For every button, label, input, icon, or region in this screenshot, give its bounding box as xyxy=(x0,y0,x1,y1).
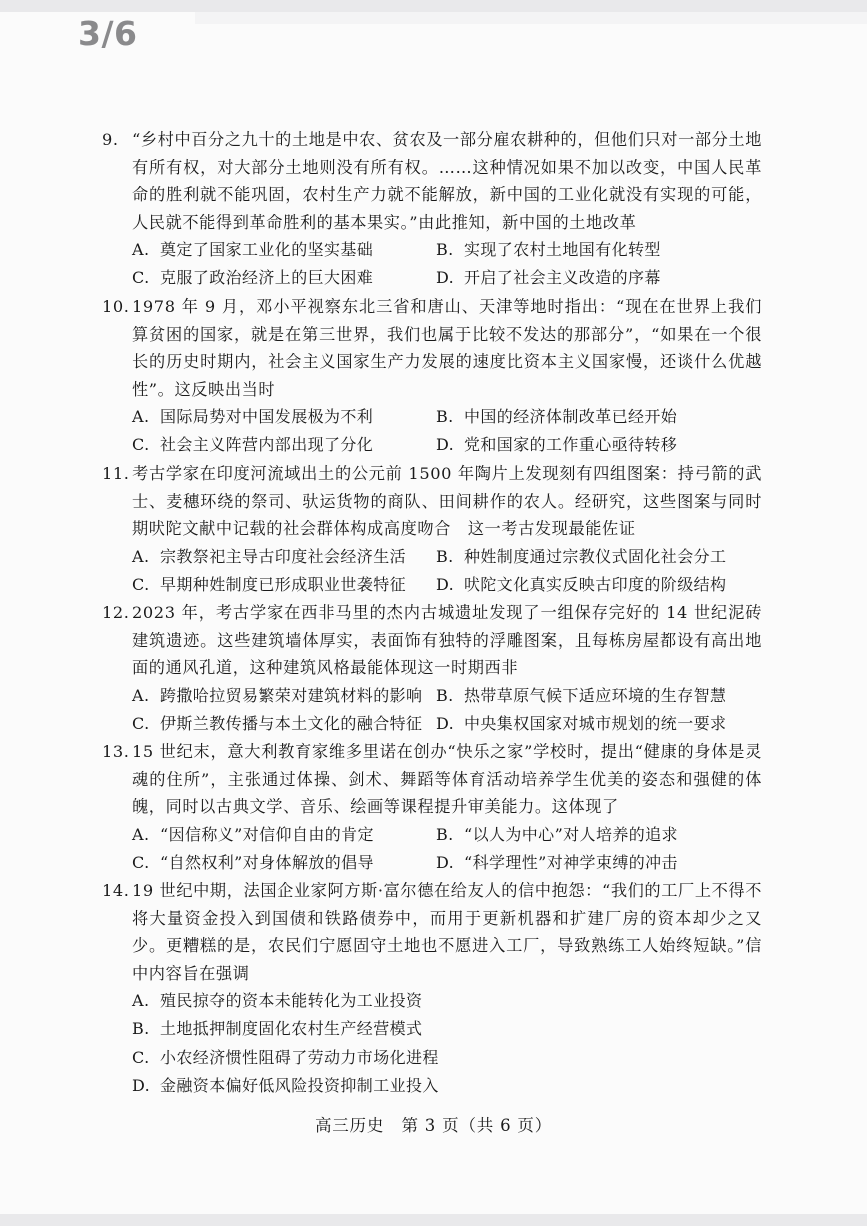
option-a[interactable]: A. 国际局势对中国发展极为不利 xyxy=(132,407,374,426)
option-d[interactable]: D. 党和国家的工作重心亟待转移 xyxy=(436,435,678,455)
option-a[interactable]: A. 殖民掠夺的资本未能转化为工业投资 xyxy=(132,991,423,1010)
question-13 xyxy=(102,738,762,877)
question-number: 10. xyxy=(102,297,130,316)
question-stem xyxy=(102,126,762,236)
options xyxy=(102,821,762,878)
question-stem xyxy=(102,877,762,987)
question-9 xyxy=(102,126,762,293)
option-b[interactable]: B. 热带草原气候下适应环境的生存智慧 xyxy=(436,685,727,705)
option-a[interactable]: A. 宗教祭祀主导古印度社会经济生活 xyxy=(132,546,407,566)
option-b[interactable]: B. 实现了农村土地国有化转型 xyxy=(436,240,661,259)
question-text: 考古学家在印度河流域出土的公元前 1500 年陶片上发现刻有四组图案：持弓箭的武士、麦穗环绕的祭司、驮运货物的商队、田间耕作的农人。经研究，这些图案与同时期吠陀文献中记载的社会群体构成高度吻合 这一考古发现最能佐证 xyxy=(132,464,762,538)
question-stem xyxy=(102,738,762,821)
option-d[interactable]: D. 吠陀文化真实反映古印度的阶级结构 xyxy=(436,574,727,594)
option-d[interactable]: D. 金融资本偏好低风险投资抑制工业投入 xyxy=(132,1076,439,1096)
question-stem xyxy=(102,599,762,682)
option-a[interactable]: A. 跨撒哈拉贸易繁荣对建筑材料的影响 xyxy=(132,685,423,705)
question-11 xyxy=(102,460,762,599)
question-number: 9. xyxy=(102,130,119,149)
option-c[interactable]: C. 小农经济惯性阻碍了劳动力市场化进程 xyxy=(132,1047,439,1067)
option-b[interactable]: B. “以人为中心”对人培养的追求 xyxy=(436,824,678,844)
page-edge-shadow xyxy=(195,12,867,24)
options xyxy=(102,236,762,293)
question-stem xyxy=(102,460,762,543)
page-counter: 3/6 xyxy=(78,14,138,53)
page-footer: 高三历史 第 3 页（共 6 页） xyxy=(314,1116,553,1135)
option-b[interactable]: B. 土地抵押制度固化农村生产经营模式 xyxy=(132,1019,423,1039)
options xyxy=(102,682,762,739)
option-d[interactable]: D. 中央集权国家对城市规划的统一要求 xyxy=(436,713,727,733)
question-number: 11. xyxy=(102,464,130,483)
question-text: 2023 年，考古学家在西非马里的杰内古城遗址发现了一组保存完好的 14 世纪泥砖建筑遗迹。这些建筑墙体厚实，表面饰有独特的浮雕图案，且每栋房屋都设有高出地面的通风孔道，这种建筑风格最能体现这一时期西非 xyxy=(132,603,762,677)
option-c[interactable]: C. 社会主义阵营内部出现了分化 xyxy=(132,435,374,455)
options xyxy=(102,543,762,600)
viewer-top-bar xyxy=(0,0,867,12)
question-text: 19 世纪中期，法国企业家阿方斯·富尔德在给友人的信中抱怨：“我们的工厂上不得不将大量资金投入到国债和铁路债券中，而用于更新机器和扩建厂房的资本却少之又少。更糟糕的是，农民们宁愿固守土地也不愿进入工厂，导致熟练工人始终短缺。”信中内容旨在强调 xyxy=(132,881,762,983)
option-b[interactable]: B. 中国的经济体制改革已经开始 xyxy=(436,407,678,426)
question-stem xyxy=(102,293,762,403)
question-number: 14. xyxy=(102,881,130,900)
options xyxy=(102,403,762,460)
question-number: 12. xyxy=(102,603,130,622)
option-d[interactable]: D. “科学理性”对神学束缚的冲击 xyxy=(436,852,678,872)
question-10 xyxy=(102,293,762,460)
question-12 xyxy=(102,599,762,738)
option-c[interactable]: C. 克服了政治经济上的巨大困难 xyxy=(132,268,374,288)
question-number: 13. xyxy=(102,742,130,761)
option-a[interactable]: A. “因信称义”对信仰自由的肯定 xyxy=(132,824,374,844)
option-a[interactable]: A. 奠定了国家工业化的坚实基础 xyxy=(132,240,374,259)
question-14 xyxy=(102,877,762,1101)
options xyxy=(102,987,762,1101)
question-text: “乡村中百分之九十的土地是中农、贫农及一部分雇农耕种的，但他们只对一部分土地有所有权，对大部分土地则没有所有权。……这种情况如果不加以改变，中国人民革命的胜利就不能巩固，农村生产力就不能解放，新中国的工业化就没有实现的可能，人民就不能得到革命胜利的基本果实。”由此推知，新中国的土地改革 xyxy=(132,130,763,232)
option-b[interactable]: B. 种姓制度通过宗教仪式固化社会分工 xyxy=(436,546,727,566)
question-text: 15 世纪末，意大利教育家维多里诺在创办“快乐之家”学校时，提出“健康的身体是灵魂的住所”，主张通过体操、剑术、舞蹈等体育活动培养学生优美的姿态和强健的体魄，同时以古典文学、音乐、绘画等课程提升审美能力。这体现了 xyxy=(132,742,762,816)
option-d[interactable]: D. 开启了社会主义改造的序幕 xyxy=(436,268,661,288)
option-c[interactable]: C. 伊斯兰教传播与本土文化的融合特征 xyxy=(132,713,423,733)
question-text: 1978 年 9 月，邓小平视察东北三省和唐山、天津等地时指出：“现在在世界上我们算贫困的国家，就是在第三世界，我们也属于比较不发达的那部分”，“如果在一个很长的历史时期内，社会主义国家生产力发展的速度比资本主义国家慢，还谈什么优越性”。这反映出当时 xyxy=(132,297,762,399)
option-c[interactable]: C. “自然权利”对身体解放的倡导 xyxy=(132,852,374,872)
option-c[interactable]: C. 早期种姓制度已形成职业世袭特征 xyxy=(132,574,407,594)
